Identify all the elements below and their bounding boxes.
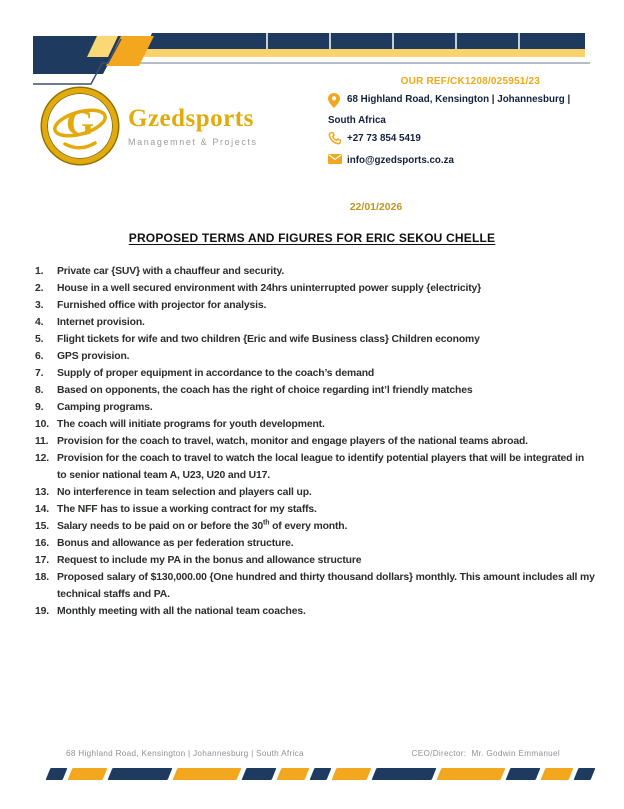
footer bbox=[66, 749, 560, 758]
term-text: Proposed salary of $130,000.00 {One hundred and thirty thousand dollars} monthly. This amount includes all my technical staffs and PA. bbox=[57, 572, 595, 600]
contact-address-line1: 68 Highland Road, Kensington | Johannesburg | bbox=[347, 94, 571, 105]
term-item bbox=[35, 501, 596, 518]
stripe-segment-navy bbox=[372, 768, 437, 780]
stripe-segment-gold bbox=[332, 768, 372, 780]
term-item bbox=[35, 399, 596, 416]
term-item bbox=[35, 518, 596, 535]
email-envelope-icon bbox=[328, 154, 344, 168]
term-number: 7. bbox=[35, 368, 44, 379]
document-title: PROPOSED TERMS AND FIGURES FOR ERIC SEKOU CHELLE bbox=[128, 231, 496, 245]
stripe-segment-navy bbox=[310, 768, 332, 780]
term-text: The coach will initiate programs for youth development. bbox=[57, 419, 325, 430]
stripe-segment-gold bbox=[173, 768, 242, 780]
logo-block bbox=[42, 88, 258, 164]
term-text: Internet provision. bbox=[57, 317, 145, 328]
term-number: 1. bbox=[35, 266, 44, 277]
stripe-segment-navy bbox=[46, 768, 68, 780]
contact-address-line2: South Africa bbox=[328, 115, 386, 127]
term-number: 18. bbox=[35, 572, 49, 583]
term-number: 2. bbox=[35, 283, 44, 294]
term-text: Bonus and allowance as per federation structure. bbox=[57, 538, 294, 549]
term-number: 13. bbox=[35, 487, 49, 498]
term-number: 11. bbox=[35, 436, 49, 447]
stripe-segment-navy bbox=[242, 768, 277, 780]
term-number: 8. bbox=[35, 385, 44, 396]
term-item bbox=[35, 382, 596, 399]
term-text: Based on opponents, the coach has the right of choice regarding int’l friendly matches bbox=[57, 385, 473, 396]
term-item bbox=[35, 603, 596, 620]
term-number: 5. bbox=[35, 334, 44, 345]
brand-tagline: Managemnet & Projects bbox=[128, 136, 258, 147]
term-number: 14. bbox=[35, 504, 49, 515]
term-item bbox=[35, 450, 596, 484]
footer-address: 68 Highland Road, Kensington | Johannesburg | South Africa bbox=[66, 749, 304, 758]
term-number: 4. bbox=[35, 317, 44, 328]
term-number: 9. bbox=[35, 402, 44, 413]
stripe-segment-gold bbox=[541, 768, 574, 780]
brand-name: Gzedsports bbox=[128, 104, 254, 132]
terms-list bbox=[35, 263, 596, 620]
stripe-segment-gold bbox=[68, 768, 108, 780]
stripe-segment-navy bbox=[574, 768, 596, 780]
term-item bbox=[35, 314, 596, 331]
term-text: The NFF has to issue a working contract for my staffs. bbox=[57, 504, 317, 515]
contact-phone: +27 73 854 5419 bbox=[347, 133, 421, 145]
term-text: Camping programs. bbox=[57, 402, 153, 413]
logo-letter: G bbox=[65, 103, 95, 143]
document-date: 22/01/2026 bbox=[349, 201, 403, 213]
stripe-segment-navy bbox=[108, 768, 173, 780]
term-text: Salary needs to be paid on or before the 30th of every month. bbox=[57, 519, 348, 532]
term-item bbox=[35, 552, 596, 569]
company-logo bbox=[42, 88, 118, 164]
footer-ceo: CEO/Director: Mr. Godwin Emmanuel bbox=[411, 749, 560, 758]
term-text: Private car {SUV} with a chauffeur and security. bbox=[57, 266, 285, 277]
term-number: 12. bbox=[35, 453, 49, 464]
contact-block bbox=[328, 94, 610, 170]
term-item bbox=[35, 484, 596, 501]
term-item bbox=[35, 416, 596, 433]
term-number: 10. bbox=[35, 419, 49, 430]
reference-number: OUR REF/CK1208/025951/23 bbox=[400, 76, 540, 87]
term-item bbox=[35, 569, 596, 603]
term-item bbox=[35, 280, 596, 297]
stripe-segment-gold bbox=[437, 768, 506, 780]
term-text: Flight tickets for wife and two children {Eric and wife Business class} Children economy bbox=[57, 334, 480, 345]
term-text: GPS provision. bbox=[57, 351, 130, 362]
logo-monogram-icon bbox=[49, 95, 111, 157]
term-number: 19. bbox=[35, 606, 49, 617]
term-text: Furnished office with projector for analysis. bbox=[57, 300, 267, 311]
term-text: Provision for the coach to travel, watch, monitor and engage players of the national teams abroad. bbox=[57, 436, 528, 447]
term-text: No interference in team selection and players call up. bbox=[57, 487, 312, 498]
term-item bbox=[35, 433, 596, 450]
term-number: 16. bbox=[35, 538, 49, 549]
term-item bbox=[35, 535, 596, 552]
stripe-segment-gold bbox=[277, 768, 310, 780]
term-number: 17. bbox=[35, 555, 49, 566]
term-text: Monthly meeting with all the national team coaches. bbox=[57, 606, 306, 617]
term-number: 15. bbox=[35, 521, 49, 532]
term-number: 6. bbox=[35, 351, 44, 362]
term-item bbox=[35, 263, 596, 280]
phone-icon bbox=[328, 132, 344, 149]
term-text: Supply of proper equipment in accordance to the coach’s demand bbox=[57, 368, 375, 379]
term-text: House in a well secured environment with 24hrs uninterrupted power supply {electricity} bbox=[57, 283, 482, 294]
brand-block bbox=[128, 106, 258, 147]
footer-stripe-graphic bbox=[48, 768, 598, 780]
contact-email: info@gzedsports.co.za bbox=[347, 154, 454, 166]
location-pin-icon bbox=[328, 93, 344, 112]
term-item bbox=[35, 348, 596, 365]
stripe-segment-navy bbox=[506, 768, 541, 780]
term-text: Request to include my PA in the bonus and allowance structure bbox=[57, 555, 362, 566]
term-item bbox=[35, 297, 596, 314]
term-item bbox=[35, 365, 596, 382]
term-number: 3. bbox=[35, 300, 44, 311]
term-item bbox=[35, 331, 596, 348]
term-text: Provision for the coach to travel to watch the local league to identify potential players that will be integrated in to senior national team A, U23, U20 and U17. bbox=[57, 453, 585, 481]
